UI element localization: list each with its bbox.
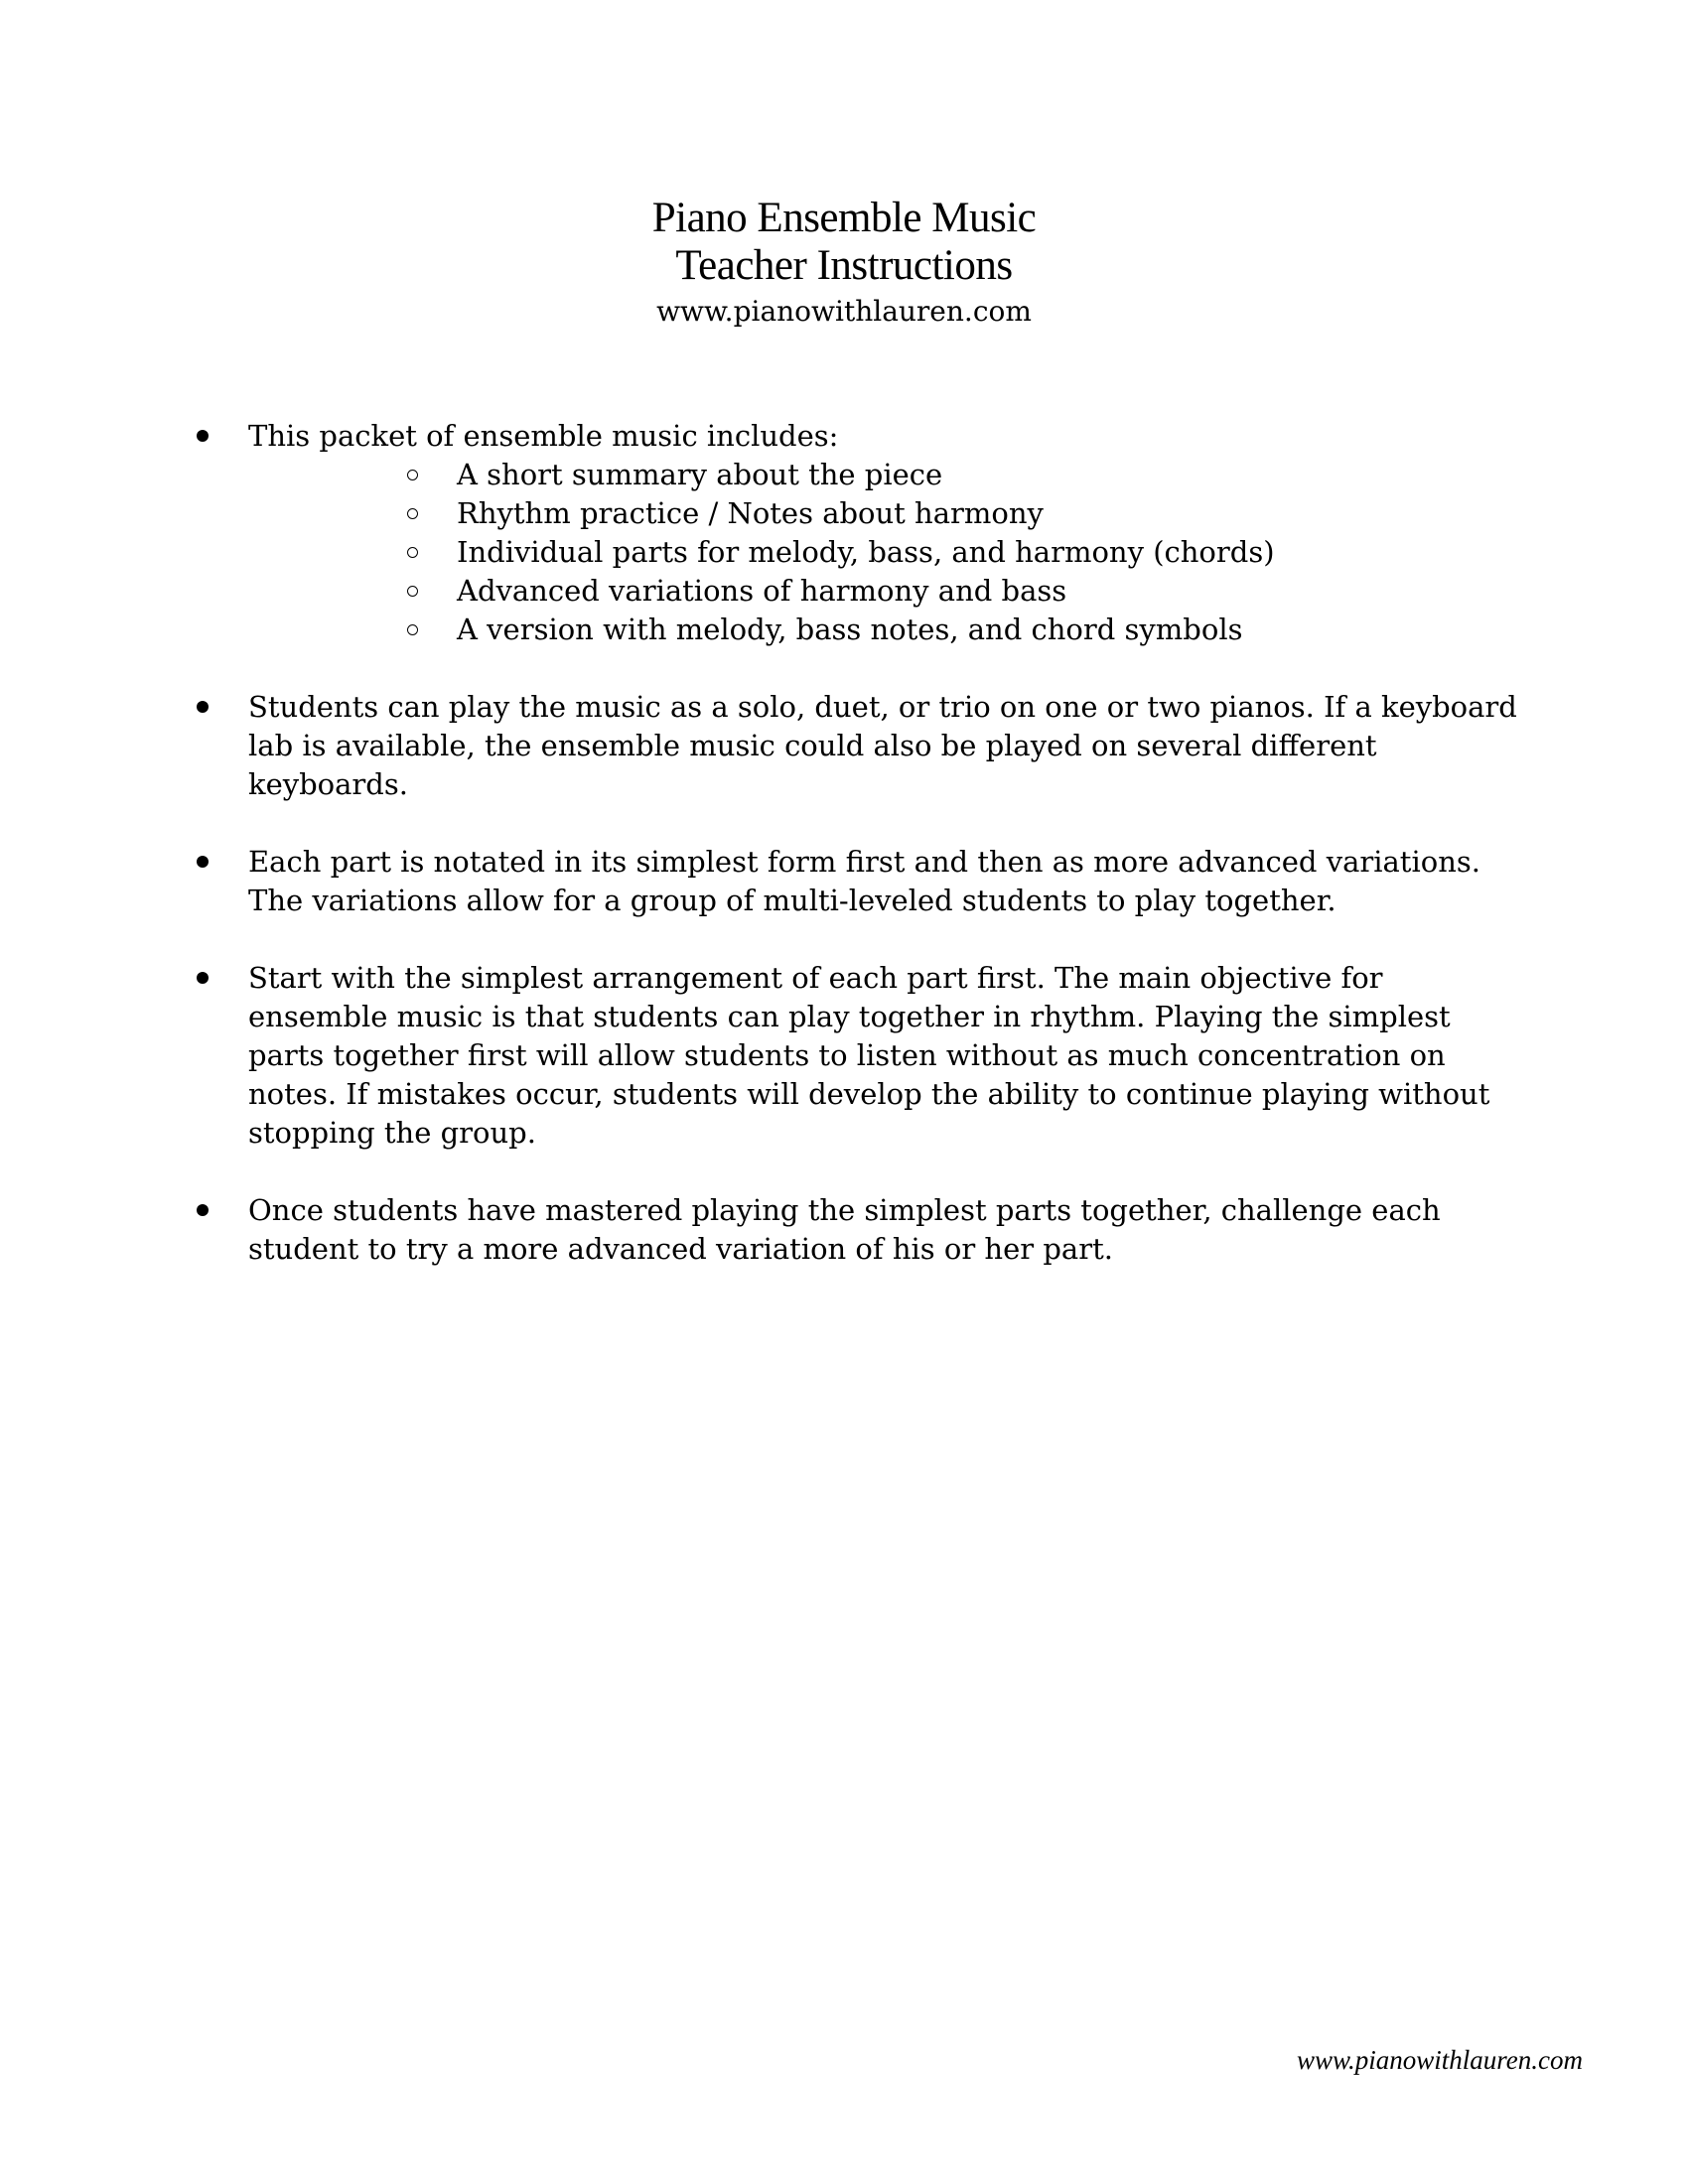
circle-bullet-icon (407, 547, 418, 558)
sub-list-item-text: A short summary about the piece (457, 458, 943, 491)
sub-list-item-text: A version with melody, bass notes, and chord symbols (457, 613, 1243, 646)
footer-url: www.pianowithlauren.com (1296, 2045, 1583, 2075)
bullet-icon (197, 972, 209, 984)
sub-list-item-text: Advanced variations of harmony and bass (457, 574, 1067, 608)
document-header (0, 195, 1688, 334)
packet-items-list (248, 456, 1519, 649)
bullet-icon (197, 701, 209, 713)
sub-list-item (248, 533, 1519, 572)
circle-bullet-icon (407, 470, 418, 480)
list-item (189, 417, 1519, 649)
list-item (189, 843, 1519, 920)
sub-list-item-text: Rhythm practice / Notes about harmony (457, 496, 1044, 530)
instructions-content (189, 417, 1519, 1307)
circle-bullet-icon (407, 586, 418, 597)
sub-list-item (248, 572, 1519, 611)
list-item (189, 688, 1519, 804)
list-item-text: Start with the simplest arrangement of each part first. The main objective for ensemble music is that students can play together in rhythm. Playing the simplest parts together first will allow students to listen without as much concentration on notes. If mistakes occur, students will develop the ability to continue playing without stopping the group. (248, 961, 1490, 1150)
sub-list-item (248, 611, 1519, 649)
list-item (189, 1191, 1519, 1269)
bullet-icon (197, 430, 209, 442)
bullet-icon (197, 856, 209, 868)
header-url: www.pianowithlauren.com (656, 295, 1032, 328)
title-line-1: Piano Ensemble Music (651, 195, 1037, 241)
circle-bullet-icon (407, 624, 418, 635)
list-item-text: Once students have mastered playing the simplest parts together, challenge each student to try a more advanced variation of his or her part. (248, 1193, 1441, 1266)
title-line-2: Teacher Instructions (675, 242, 1013, 289)
list-item (189, 959, 1519, 1153)
list-item-text: Each part is notated in its simplest form first and then as more advanced variations. The variations allow for a group of multi-leveled students to play together. (248, 845, 1480, 917)
list-item-text: Students can play the music as a solo, duet, or trio on one or two pianos. If a keyboard lab is available, the ensemble music could also be played on several different keyboards. (248, 690, 1517, 801)
instructions-list (189, 417, 1519, 1269)
sub-list-item-text: Individual parts for melody, bass, and harmony (chords) (457, 535, 1275, 569)
bullet-icon (197, 1204, 209, 1216)
list-item-text: This packet of ensemble music includes: (248, 419, 839, 453)
sub-list-item (248, 494, 1519, 533)
circle-bullet-icon (407, 508, 418, 519)
sub-list-item (248, 456, 1519, 494)
